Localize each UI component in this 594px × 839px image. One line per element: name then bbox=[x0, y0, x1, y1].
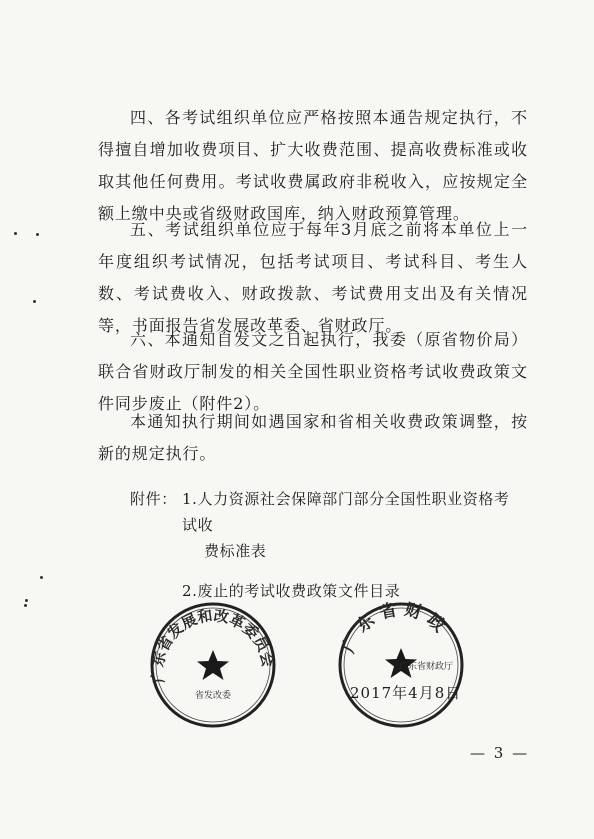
scan-speck bbox=[25, 599, 28, 602]
attachment-list bbox=[130, 486, 522, 604]
svg-text:广东省发展和改革委员会: 广东省发展和改革委员会 bbox=[148, 606, 278, 684]
attachment-label: 附件： bbox=[130, 490, 177, 508]
svg-text:省发改委: 省发改委 bbox=[194, 691, 232, 701]
scan-speck bbox=[14, 232, 17, 235]
scan-speck bbox=[24, 604, 27, 607]
paragraph-6: 六、本通知自发文之日起执行，我委（原省物价局）联合省财政厅制发的相关全国性职业资格考试收费政策文件同步废止（附件2）。 bbox=[98, 330, 528, 413]
attachment-item-1: 1.人力资源社会保障部门部分全国性职业资格考试收 bbox=[182, 490, 510, 534]
paragraph-5: 五、考试组织单位应于每年3月底之前将本单位上一年度组织考试情况，包括考试项目、考试科目、考生人数、考试费收入、财政拨款、考试费用支出及有关情况等，书面报告省发展改革委、省财政厅。 bbox=[98, 220, 528, 335]
paragraph-4: 四、各考试组织单位应严格按照本通告规定执行，不得擅自增加收费项目、扩大收费范围、提高收费标准或收取其他任何费用。考试收费属政府非税收入，应按规定全额上缴中央或省级财政国库，纳入财政预算管理。 bbox=[98, 108, 528, 223]
issue-date: 2017年4月8日 bbox=[350, 684, 462, 702]
seal-finance-department bbox=[336, 600, 466, 730]
svg-text:广东省财政: 广东省财政 bbox=[338, 600, 454, 657]
scan-speck bbox=[33, 300, 36, 303]
svg-text:广东省财政厅: 广东省财政厅 bbox=[398, 662, 454, 672]
paragraph-closing: 本通知执行期间如遇国家和省相关收费政策调整，按新的规定执行。 bbox=[98, 412, 528, 463]
attachment-item-1-continued: 费标准表 bbox=[204, 542, 267, 560]
attachment-item-2: 2.废止的考试收费政策文件目录 bbox=[182, 582, 401, 600]
page-number: — 3 — bbox=[470, 744, 530, 762]
scan-speck bbox=[40, 576, 43, 579]
scan-speck bbox=[36, 233, 39, 236]
seal-development-reform-commission bbox=[148, 600, 278, 730]
